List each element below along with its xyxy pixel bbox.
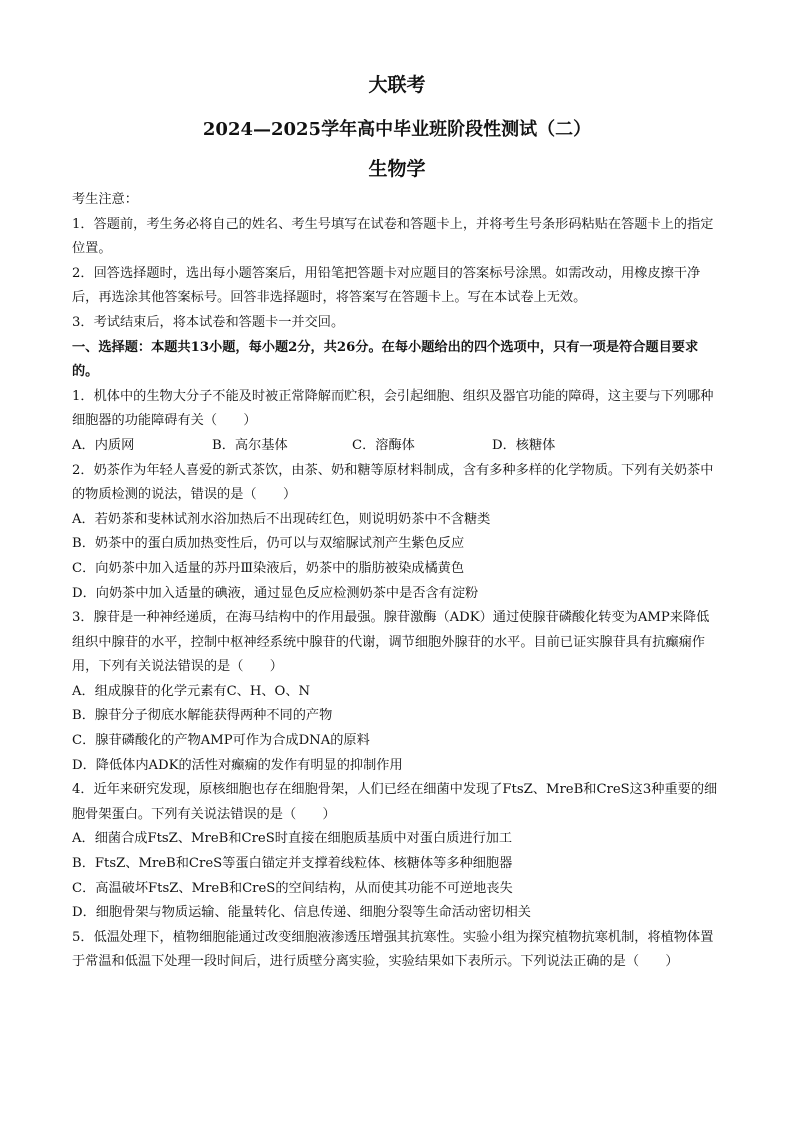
exam-content [72,188,722,975]
notice-item-3: 3．考试结束后，将本试卷和答题卡一并交回。 [72,314,345,330]
question-4-option-c: C．高温破坏FtsZ、MreB和CreS的空间结构，从而使其功能不可逆地丧失 [72,880,513,896]
notice-item-2: 2．回答选择题时，选出每小题答案后，用铅笔把答题卡对应题目的答案标号涂黑。如需改动，用橡皮擦干净后，再选涂其他答案标号。回答非选择题时，将答案写在答题卡上。写在本试卷上无效。 [72,265,701,306]
question-3-option-a: A．组成腺苷的化学元素有C、H、O、N [72,683,311,699]
exam-title: 2024—2025学年高中毕业班阶段性测试（二） [202,119,592,140]
question-1-option-a: A．内质网 [72,437,135,453]
notice-heading: 考生注意： [72,192,138,207]
exam-org-title: 大联考 [368,74,426,96]
question-3-option-b: B．腺苷分子彻底水解能获得两种不同的产物 [72,708,333,724]
question-1-option-c: C．溶酶体 [352,437,415,453]
question-1-option-d: D．核糖体 [492,437,556,453]
question-4-option-a: A．细菌合成FtsZ、MreB和CreS时直接在细胞质基质中对蛋白质进行加工 [72,831,513,847]
question-4-option-b: B．FtsZ、MreB和CreS等蛋白锚定并支撑着线粒体、核糖体等多种细胞器 [72,856,513,872]
question-3-option-c: C．腺苷磷酸化的产物AMP可作为合成DNA的原料 [72,733,370,749]
question-4-option-d: D．细胞骨架与物质运输、能量转化、信息传递、细胞分裂等生命活动密切相关 [72,905,531,921]
notice-item-1: 1．答题前，考生务必将自己的姓名、考生号填写在试卷和答题卡上，并将考生号条形码粘贴在答题卡上的指定位置。 [72,216,714,257]
question-3-option-d: D．降低体内ADK的活性对癫痫的发作有明显的抑制作用 [72,757,403,773]
question-2-option-d: D．向奶茶中加入适量的碘液，通过显色反应检测奶茶中是否含有淀粉 [72,585,479,601]
subject-title: 生物学 [368,158,426,180]
question-3-stem: 3．腺苷是一种神经递质，在海马结构中的作用最强。腺苷激酶（ADK）通过使腺苷磷酸化转变为AMP来降低组织中腺苷的水平，控制中枢神经系统中腺苷的代谢，调节细胞外腺苷的水平。目前已证实腺苷具有抗癫痫作用，下列有关说法错误的是（ ） [72,610,710,675]
question-1-options [72,434,722,459]
question-2-stem: 2．奶茶作为年轻人喜爱的新式茶饮，由茶、奶和糖等原材料制成，含有多种多样的化学物质。下列有关奶茶中的物质检测的说法，错误的是（ ） [72,462,714,503]
question-2-option-b: B．奶茶中的蛋白质加热变性后，仍可以与双缩脲试剂产生紫色反应 [72,536,465,552]
question-5-stem: 5．低温处理下，植物细胞能通过改变细胞液渗透压增强其抗寒性。实验小组为探究植物抗寒机制，将植物体置于常温和低温下处理一段时间后，进行质壁分离实验，实验结果如下表所示。下列说法正确的是（ ） [72,929,714,970]
question-2-option-a: A．若奶茶和斐林试剂水浴加热后不出现砖红色，则说明奶茶中不含糖类 [72,511,491,527]
question-1-stem: 1．机体中的生物大分子不能及时被正常降解而贮积，会引起细胞、组织及器官功能的障碍，这主要与下列哪种细胞器的功能障碍有关（ ） [72,388,714,429]
question-1-option-b: B．高尔基体 [212,437,288,453]
question-2-option-c: C．向奶茶中加入适量的苏丹Ⅲ染液后，奶茶中的脂肪被染成橘黄色 [72,560,465,576]
question-4-stem: 4．近年来研究发现，原核细胞也存在细胞骨架，人们已经在细菌中发现了FtsZ、MreB和CreS这3种重要的细胞骨架蛋白。下列有关说法错误的是（ ） [72,782,718,822]
section-instructions: 一、选择题：本题共13小题，每小题2分，共26分。在每小题给出的四个选项中，只有一项是符合题目要求的。 [72,339,699,380]
